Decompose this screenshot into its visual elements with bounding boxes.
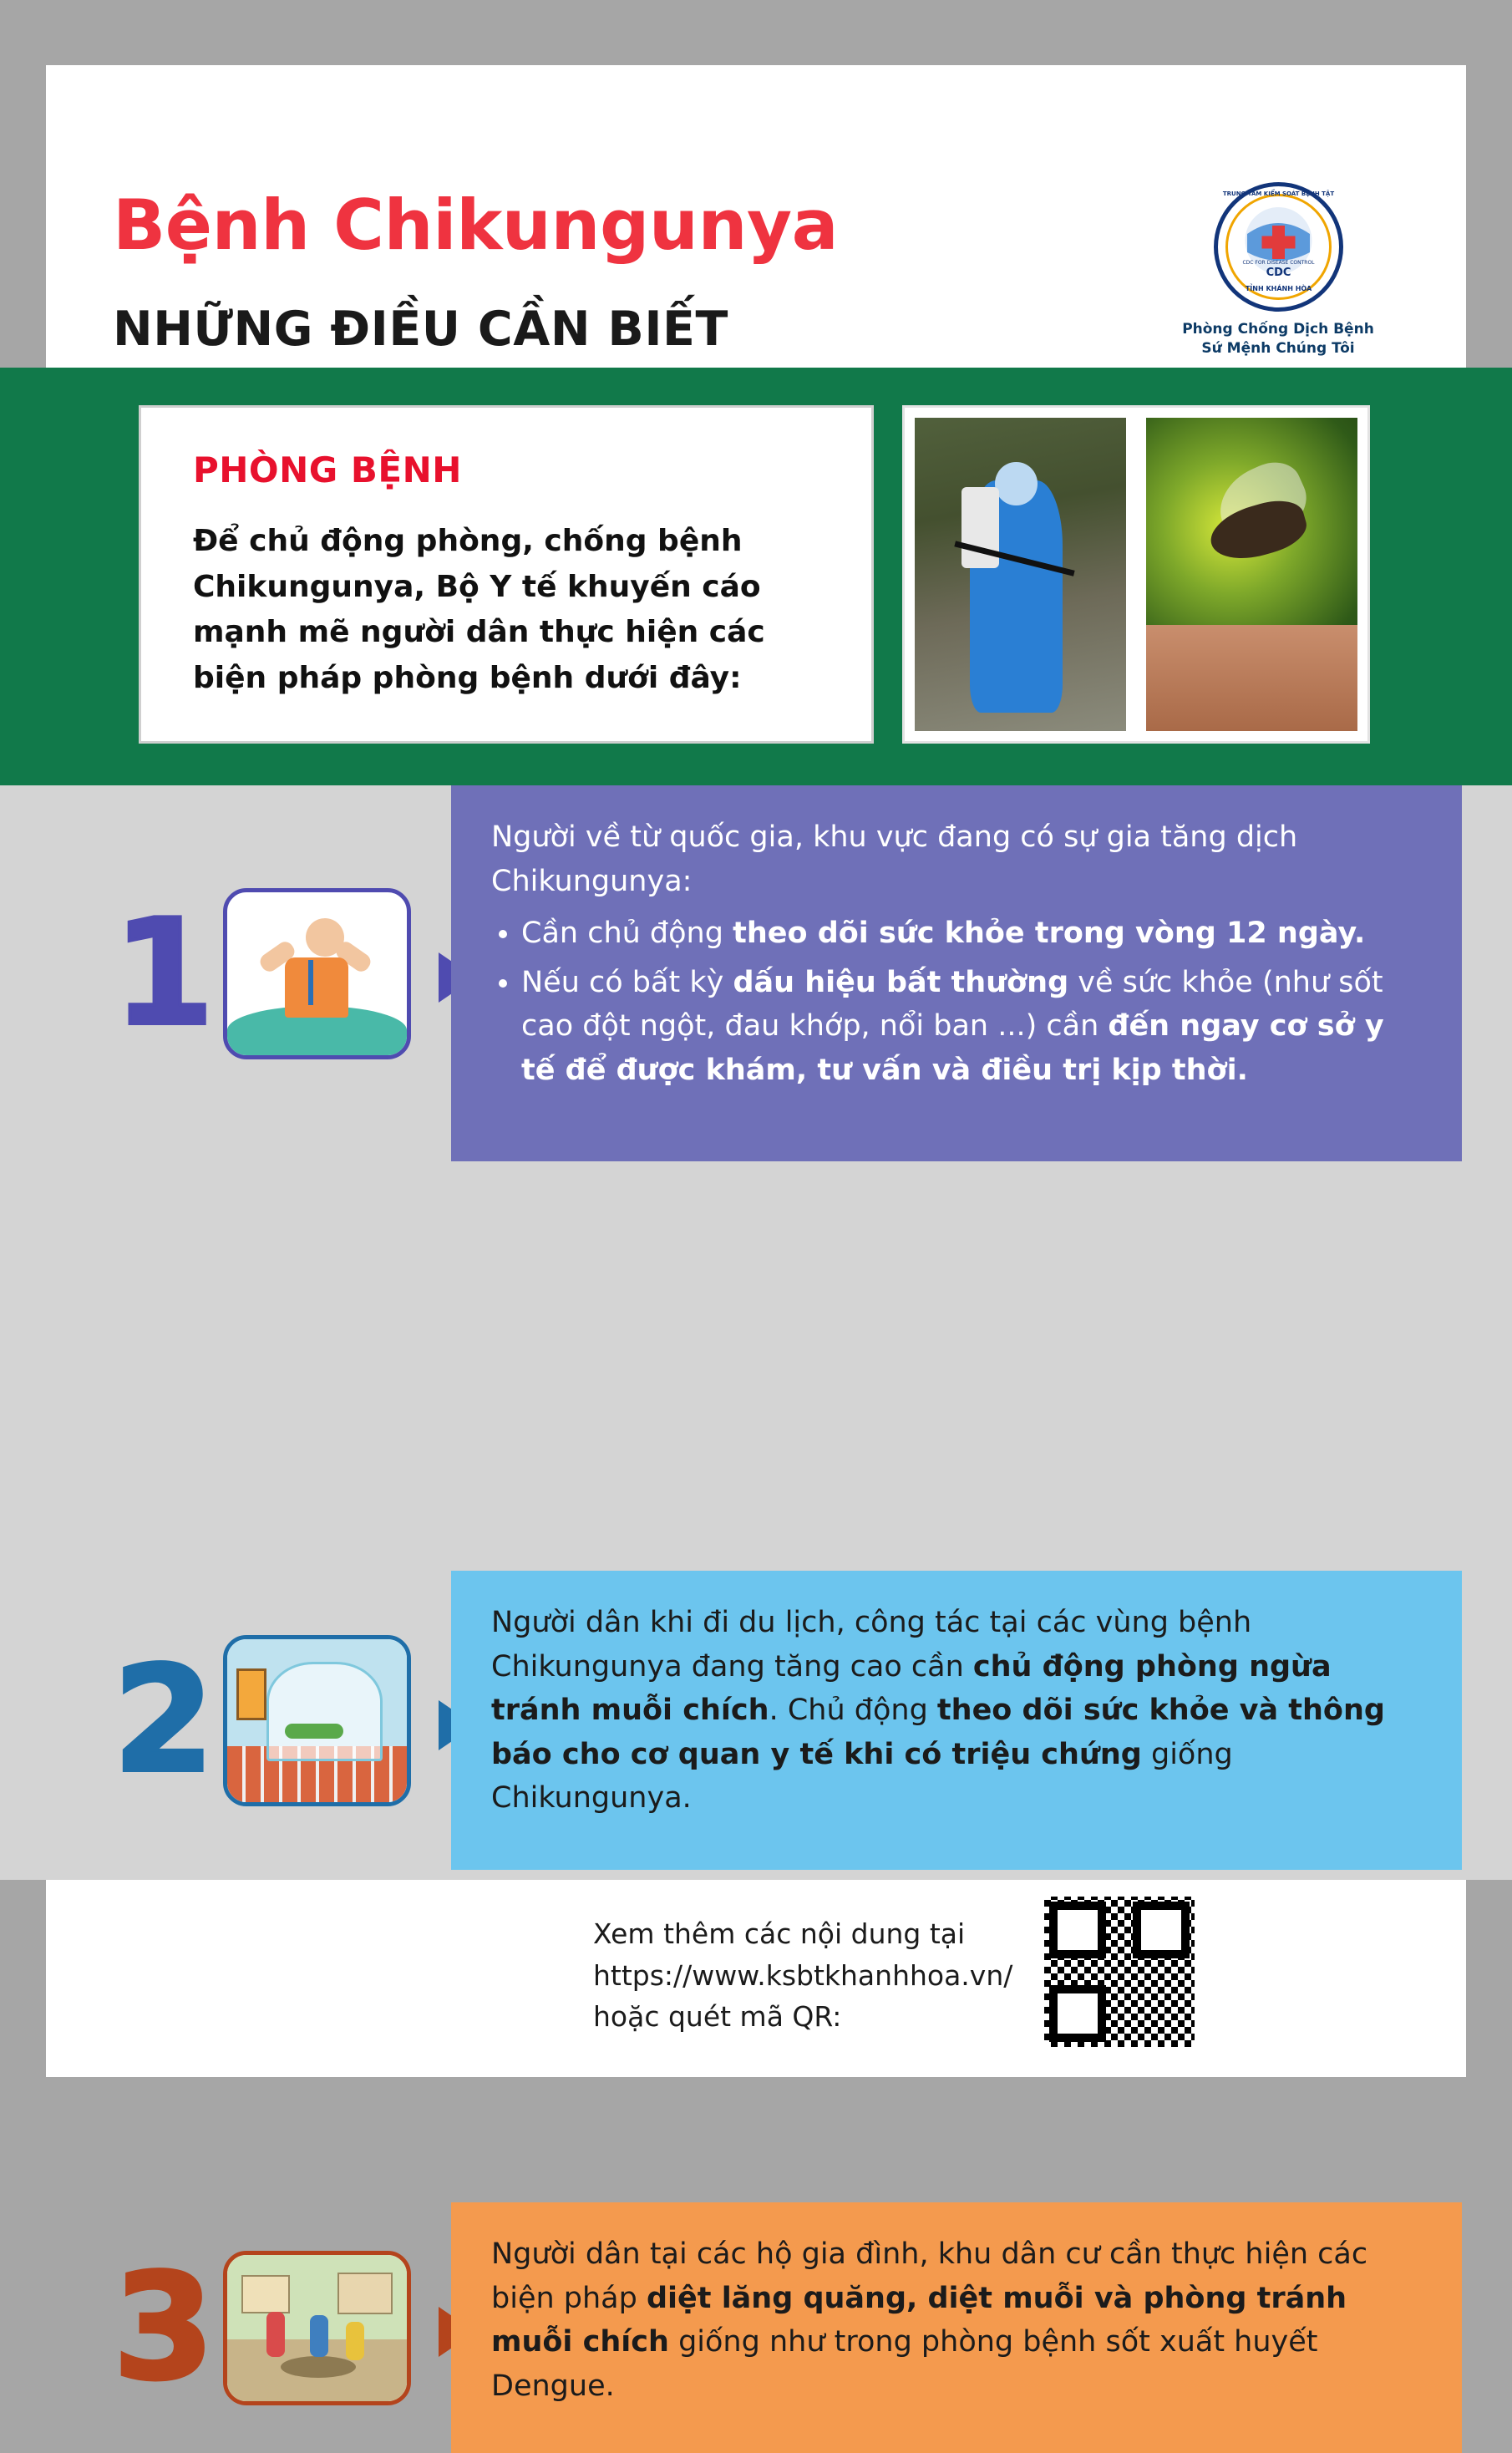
step-3-text-2: giống như trong phòng bệnh sốt xuất huyết Dengue. [491,2325,1318,2403]
bullet-bold: dấu hiệu bất thường [733,965,1069,999]
footer-line-1: Xem thêm các nội dung tại [593,1917,966,1950]
bullet-bold-2: đến ngay cơ sở y tế để được khám, tư vấn và điều trị kịp thời. [521,1009,1384,1087]
svg-text:TỈNH KHÁNH HÒA: TỈNH KHÁNH HÒA [1245,285,1312,292]
step-2 [92,1178,1462,1815]
step-3-number-group [113,2202,472,2453]
step-3-number: 3 [113,2242,215,2413]
svg-text:TRUNG TÂM KIỂM SOÁT BỆNH TẬT: TRUNG TÂM KIỂM SOÁT BỆNH TẬT [1222,190,1334,197]
step-1-panel [451,785,1462,1161]
step-3-text-1: Người dân tại các hộ gia đình, khu dân cư cần thực hiện các biện pháp [491,2237,1368,2315]
logo-tagline [1170,320,1387,358]
cdc-logo [1170,182,1387,358]
step-2-number: 2 [113,1635,215,1805]
step-3-panel [451,2202,1462,2453]
bullet-bold: theo dõi sức khỏe trong vòng 12 ngày. [733,917,1366,950]
poster [46,65,1466,2413]
step-1-intro: Người về từ quốc gia, khu vực đang có sự gia tăng dịch Chikungunya: [491,820,1298,898]
poster-footer [46,1880,1466,2077]
step-2-bold-1: chủ động phòng ngừa tránh muỗi chích [491,1649,1332,1727]
footer-url[interactable]: https://www.ksbtkhanhhoa.vn/ [593,1958,1013,1992]
community-cleanup-icon [223,2251,411,2405]
step-2-text-1: Người dân khi đi du lịch, công tác tại các vùng bệnh Chikungunya đang tăng cao cần [491,1606,1252,1684]
mosquito-photo [1146,418,1357,731]
prevention-band [0,368,1512,785]
logo-tagline-line1: Phòng Chống Dịch Bệnh [1182,321,1374,338]
svg-text:CDC FOR DISEASE CONTROL: CDC FOR DISEASE CONTROL [1241,260,1315,266]
step-2-text-2: . Chủ động [769,1694,937,1727]
person-health-check-icon [223,888,411,1059]
spray-worker-photo [915,418,1126,731]
bullet-text: Nếu có bất kỳ [521,965,733,999]
step-1 [92,785,1462,1161]
step-1-number: 1 [113,888,215,1059]
step-2-text-3: giống Chikungunya. [491,1737,1233,1815]
prevention-photos [902,405,1370,744]
step-3-bold-1: diệt lăng quăng, diệt muỗi và phòng tránh muỗi chích [491,2281,1347,2359]
footer-line-3: hoặc quét mã QR: [593,2000,842,2033]
poster-header [46,65,1466,368]
logo-tagline-line2: Sứ Mệnh Chúng Tôi [1201,339,1355,357]
bullet-text-2: về sức khỏe (như sốt cao đột ngột, đau khớp, nổi ban ...) cần [521,965,1383,1043]
svg-text:CDC: CDC [1266,267,1291,279]
page-subtitle: NHỮNG ĐIỀU CẦN BIẾT [113,302,728,357]
page-title: Bệnh Chikungunya [113,185,839,266]
footer-text [593,1913,1012,2038]
step-1-number-group [113,785,472,1161]
list-item [521,912,1422,956]
step-2-bold-2: theo dõi sức khỏe và thông báo cho cơ quan y tế khi có triệu chứng [491,1694,1385,1771]
prevention-body: Để chủ động phòng, chống bệnh Chikungunya, Bộ Y tế khuyến cáo mạnh mẽ người dân thực hiện các biện pháp phòng bệnh dưới đây: [193,524,765,696]
list-item [521,961,1422,1093]
prevention-heading: PHÒNG BỆNH [193,449,462,490]
cdc-seal-icon [1214,182,1343,312]
qr-code[interactable] [1044,1897,1195,2047]
prevention-card [139,405,874,744]
step-1-bullets [491,912,1422,1092]
bullet-text: Cần chủ động [521,917,733,950]
